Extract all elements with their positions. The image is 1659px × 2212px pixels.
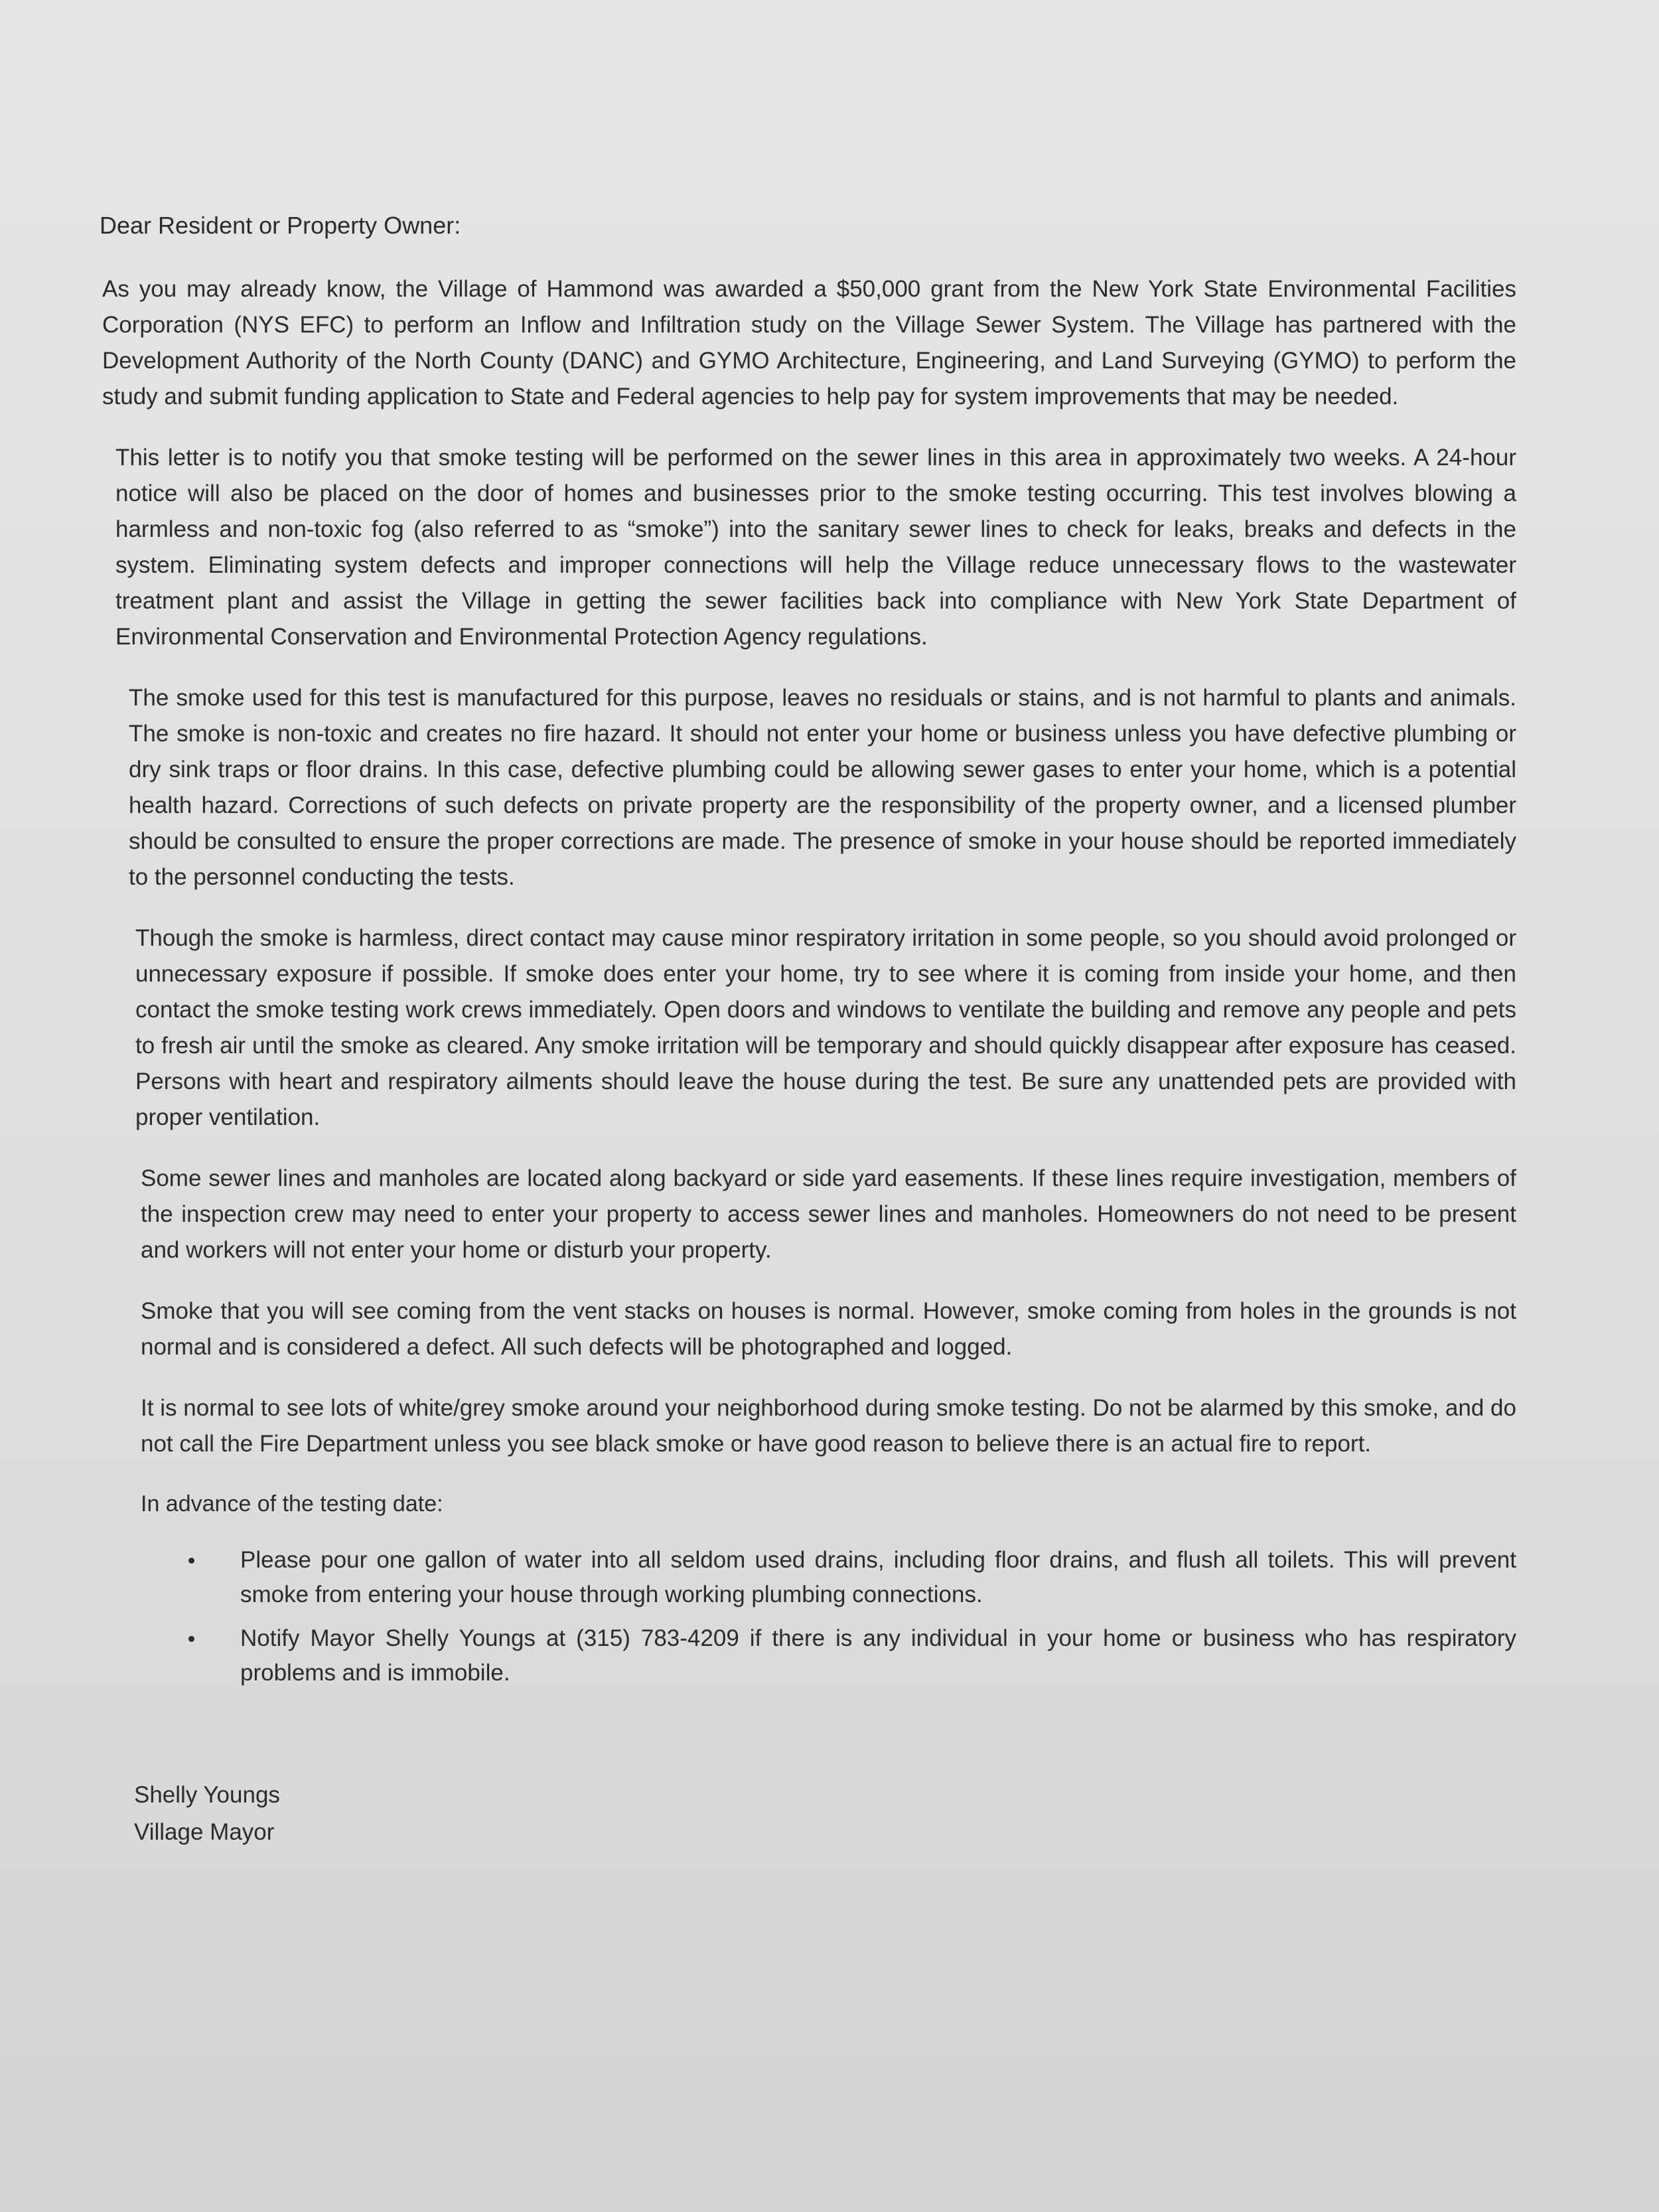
signature-title: Village Mayor bbox=[134, 1819, 275, 1845]
paragraph-vent-stacks: Smoke that you will see coming from the vent stacks on houses is normal. However, smoke coming from holes in the grounds is not normal and is considered a defect. All such defects will be photographed and logged. bbox=[141, 1298, 1516, 1360]
paragraph-notification: This letter is to notify you that smoke testing will be performed on the sewer lines in this area in approximately two weeks. A 24-hour notice will also be placed on the door of homes and businesses prior to the smoke testing occurring. This test involves blowing a harmless and non-toxic fog (also referred to as “smoke”) into the sanitary sewer lines to check for leaks, breaks and defects in the system. Eliminating system defects and improper connections will help the Village reduce unnecessary flows to the wastewater treatment plant and assist the Village in getting the sewer facilities back into compliance with New York State Department of Environmental Conservation and Environmental Protection Agency regulations. bbox=[115, 445, 1516, 650]
paragraph-grant: As you may already know, the Village of Hammond was awarded a $50,000 grant from the New York State Environmental Facilities Corporation (NYS EFC) to perform an Inflow and Infiltration study on the Village Sewer System. The Village has partnered with the Development Authority of the North County (DANC) and GYMO Architecture, Engineering, and Land Surveying (GYMO) to perform the study and submit funding application to State and Federal agencies to help pay for system improvements that may be needed. bbox=[102, 276, 1516, 409]
letter-page bbox=[100, 209, 1516, 1851]
list-item bbox=[100, 1621, 1516, 1690]
list-item-text: Please pour one gallon of water into all seldom used drains, including floor drains, and flush all toilets. This will prevent smoke from entering your house through working plumbing connections. bbox=[240, 1547, 1516, 1607]
bullet-icon bbox=[188, 1636, 194, 1642]
advance-heading: In advance of the testing date: bbox=[141, 1491, 443, 1516]
paragraph-irritation: Though the smoke is harmless, direct contact may cause minor respiratory irritation in some people, so you should avoid prolonged or unnecessary exposure if possible. If smoke does enter your home, try to see where it is coming from inside your home, and then contact the smoke testing work crews immediately. Open doors and windows to ventilate the building and remove any people and pets to fresh air until the smoke as cleared. Any smoke irritation will be temporary and should quickly disappear after exposure has ceased. Persons with heart and respiratory ailments should leave the house during the test. Be sure any unattended pets are provided with proper ventilation. bbox=[135, 925, 1516, 1130]
bullet-icon bbox=[188, 1558, 194, 1564]
advance-list bbox=[100, 1543, 1516, 1690]
list-item bbox=[100, 1543, 1516, 1612]
paragraph-easements: Some sewer lines and manholes are located along backyard or side yard easements. If these lines require investigation, members of the inspection crew may need to enter your property to access sewer lines and manholes. Homeowners do not need to be present and workers will not enter your home or disturb your property. bbox=[141, 1165, 1516, 1263]
paragraph-smoke-safety: The smoke used for this test is manufactured for this purpose, leaves no residuals or stains, and is not harmful to plants and animals. The smoke is non-toxic and creates no fire hazard. It should not enter your home or business unless you have defective plumbing or dry sink traps or floor drains. In this case, defective plumbing could be allowing sewer gases to enter your home, which is a potential health hazard. Corrections of such defects on private property are the responsibility of the property owner, and a licensed plumber should be consulted to ensure the proper corrections are made. The presence of smoke in your house should be reported immediately to the personnel conducting the tests. bbox=[129, 685, 1516, 890]
letter-greeting: Dear Resident or Property Owner: bbox=[100, 212, 461, 239]
signature-block bbox=[134, 1777, 1516, 1851]
signature-name: Shelly Youngs bbox=[134, 1782, 280, 1808]
list-item-text: Notify Mayor Shelly Youngs at (315) 783-4209 if there is any individual in your home or business who has respiratory problems and is immobile. bbox=[240, 1625, 1516, 1686]
paragraph-fire-department: It is normal to see lots of white/grey smoke around your neighborhood during smoke testing. Do not be alarmed by this smoke, and do not call the Fire Department unless you see black smoke or have good reason to believe there is an actual fire to report. bbox=[141, 1395, 1516, 1457]
